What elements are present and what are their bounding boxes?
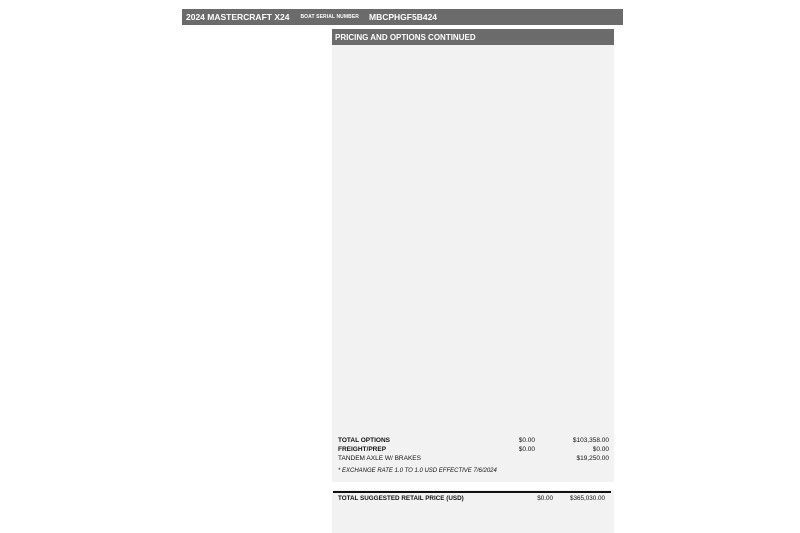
line-col1: $0.00: [518, 437, 535, 444]
line-col1: $0.00: [518, 446, 535, 453]
line-col2: $19,250.00: [576, 455, 609, 462]
line-label: FREIGHT/PREP: [338, 446, 387, 453]
line-label: TANDEM AXLE W/ BRAKES: [338, 455, 421, 462]
boat-model: 2024 MASTERCRAFT X24: [186, 12, 290, 22]
serial-number-label: BOAT SERIAL NUMBER: [300, 14, 360, 20]
line-col2: $103,358.00: [572, 437, 609, 444]
line-col2: $0.00: [592, 446, 609, 453]
line-label: TOTAL OPTIONS: [338, 437, 391, 444]
total-col1: $0.00: [537, 495, 553, 502]
serial-number-value: MBCPHGF5B424: [369, 12, 438, 22]
section-gap: [332, 482, 614, 490]
total-col2: $365,030.00: [569, 495, 605, 502]
panel-title: PRICING AND OPTIONS CONTINUED: [332, 29, 614, 45]
header-bar: [182, 9, 623, 25]
total-label: TOTAL SUGGESTED RETAIL PRICE (USD): [338, 495, 464, 502]
pricing-panel: [332, 29, 614, 533]
exchange-rate-note: * EXCHANGE RATE 1.0 TO 1.0 USD EFFECTIVE 7/6/2024: [338, 468, 497, 474]
total-divider: [333, 491, 611, 493]
